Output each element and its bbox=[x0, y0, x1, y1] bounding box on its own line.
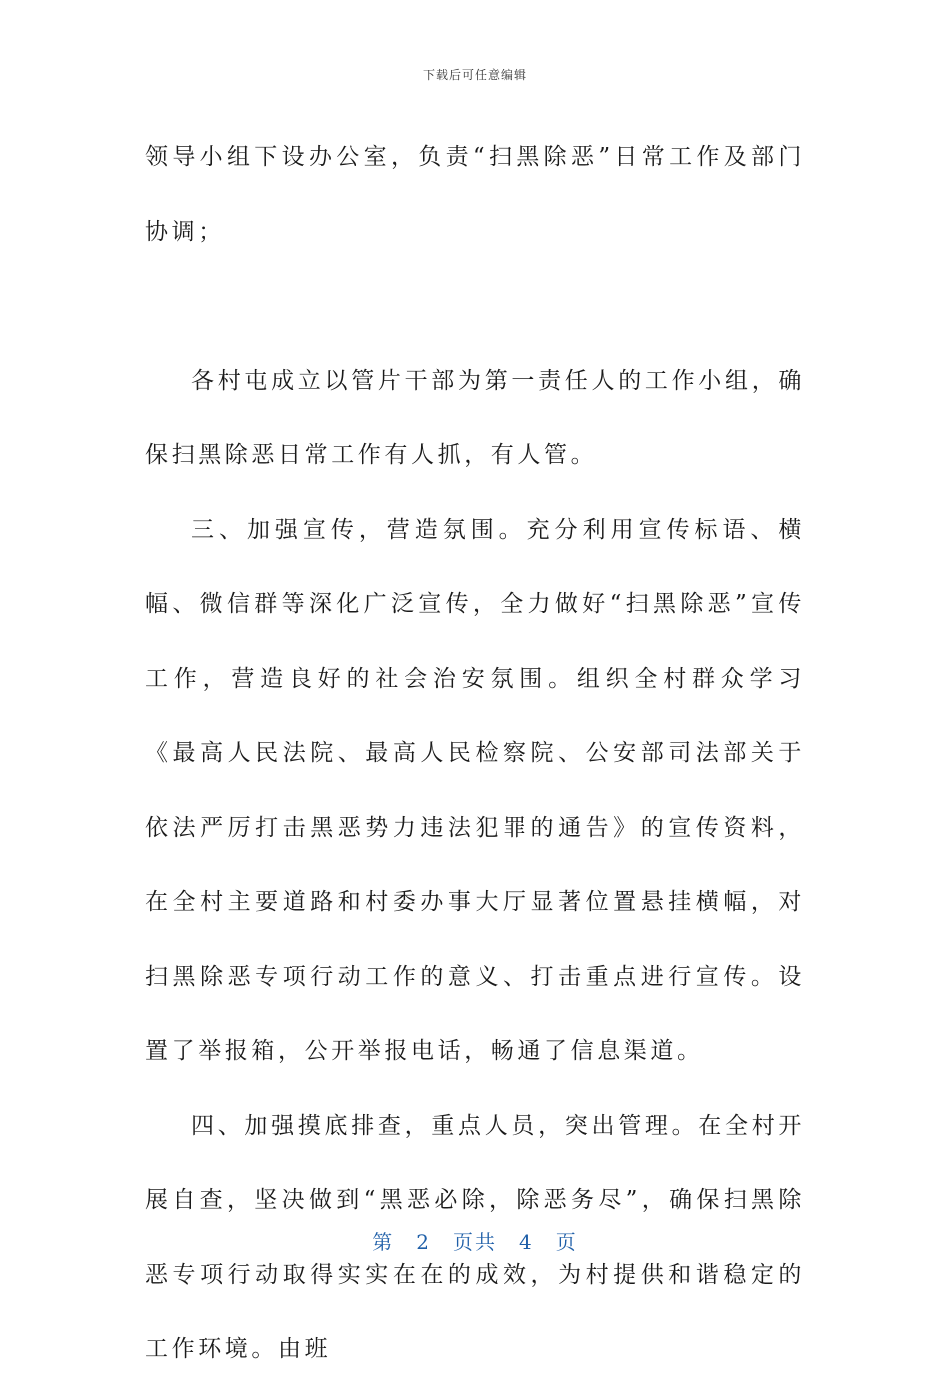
paragraph-publicity: 三、加强宣传，营造氛围。充分利用宣传标语、横幅、微信群等深化广泛宣传，全力做好“扫黑除恶”宣传工作，营造良好的社会治安氛围。组织全村群众学习《最高人民法院、最高人民检察院、公安部司法部关于依法严厉打击黑恶势力违法犯罪的通告》的宣传资料，在全村主要道路和村委办事大厅显著位置悬挂横幅，对扫黑除恶专项行动工作的意义、打击重点进行宣传。设置了举报箱，公开举报电话，畅通了信息渠道。 bbox=[145, 516, 805, 1064]
footer-middle: 页共 bbox=[453, 1230, 497, 1254]
paragraph-investigation: 四、加强摸底排查，重点人员，突出管理。在全村开展自查，坚决做到“黑恶必除，除恶务尽”，确保扫黑除恶专项行动取得实实在在的成效，为村提供和谐稳定的工作环境。由班 bbox=[145, 1112, 805, 1362]
footer-current-page: 2 bbox=[416, 1230, 431, 1254]
paragraph-gap bbox=[145, 269, 805, 344]
footer-prefix: 第 bbox=[372, 1230, 395, 1254]
page-footer bbox=[0, 1226, 950, 1255]
document-body bbox=[145, 120, 805, 1387]
paragraph-office: 领导小组下设办公室，负责“扫黑除恶”日常工作及部门协调； bbox=[145, 144, 805, 245]
paragraph-village-groups: 各村屯成立以管片干部为第一责任人的工作小组，确保扫黑除恶日常工作有人抓，有人管。 bbox=[145, 367, 805, 468]
footer-suffix: 页 bbox=[555, 1230, 578, 1254]
page-header-note: 下载后可任意编辑 bbox=[422, 68, 527, 82]
footer-total-pages: 4 bbox=[519, 1230, 534, 1254]
